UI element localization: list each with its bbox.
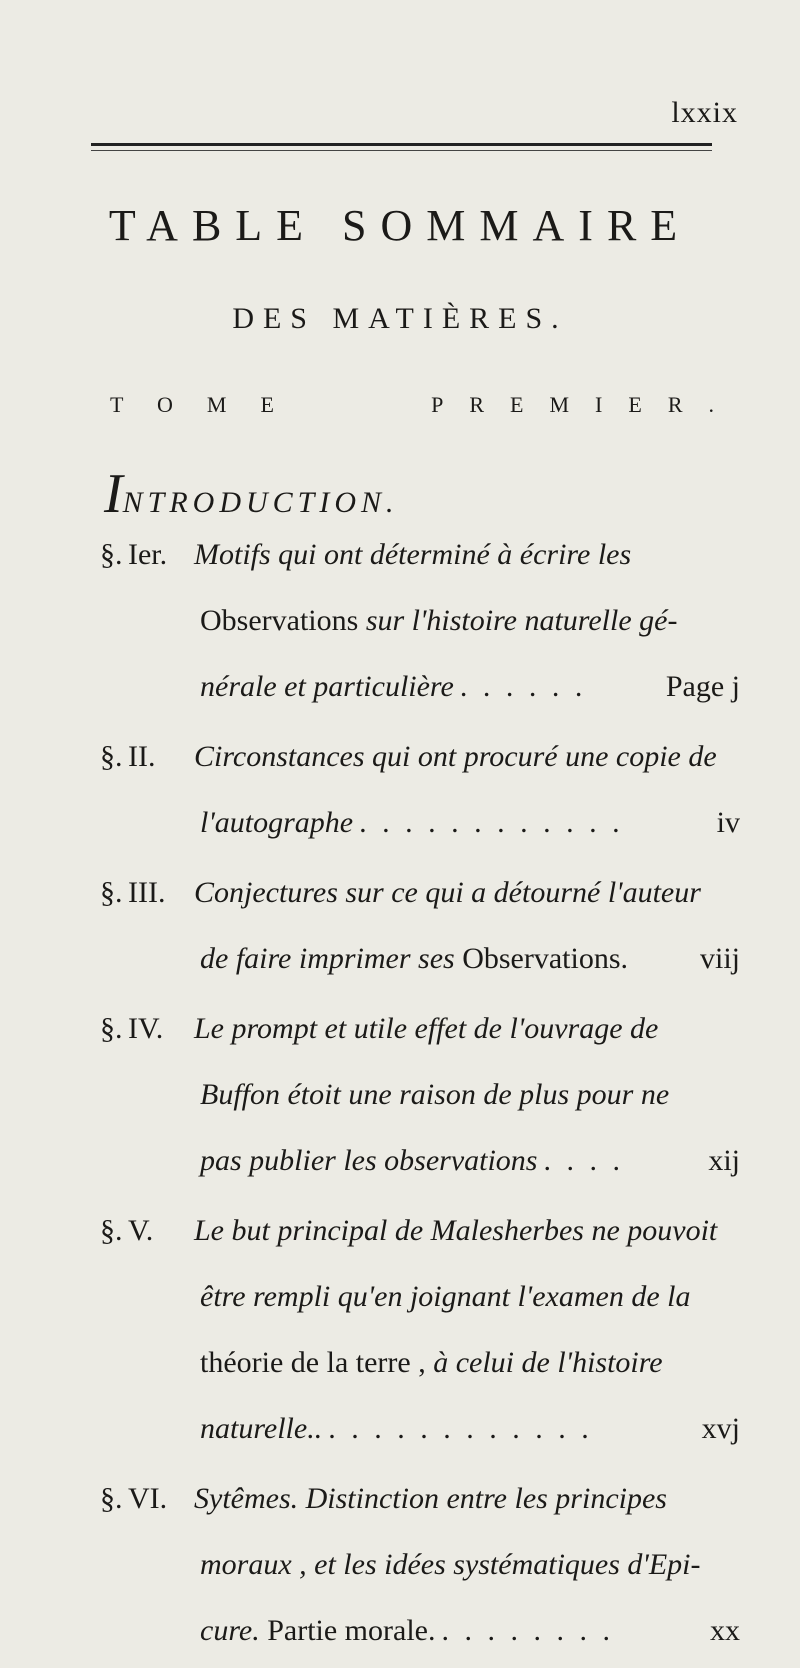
section-sign: §. bbox=[100, 740, 123, 773]
entry-line bbox=[100, 860, 740, 926]
entry-text-italic: Le prompt et utile effet de l'ouvrage de bbox=[194, 1012, 659, 1045]
contents-entry bbox=[100, 1198, 740, 1462]
entry-text-italic: moraux , et les idées systématiques d'Epi- bbox=[200, 1548, 701, 1581]
section-number: III. bbox=[128, 876, 166, 909]
section-sign: §. bbox=[100, 876, 123, 909]
entry-text-italic: de faire imprimer ses bbox=[200, 942, 463, 975]
entry-text-italic: sur l'histoire naturelle gé- bbox=[358, 604, 678, 637]
page-reference: xvj bbox=[701, 1412, 740, 1445]
page-reference: Page j bbox=[665, 670, 740, 703]
entry-line bbox=[100, 1062, 740, 1128]
entry-text-italic: l'autographe bbox=[200, 806, 354, 839]
section-sign: §. bbox=[100, 538, 123, 571]
heading-rest: NTRODUCTION. bbox=[122, 486, 399, 519]
page-reference: iv bbox=[716, 806, 740, 839]
entry-text-italic: naturelle.. bbox=[200, 1412, 323, 1445]
entry-text-italic: Motifs qui ont déterminé à écrire les bbox=[194, 538, 632, 571]
entry-line bbox=[100, 1330, 740, 1396]
entry-line bbox=[100, 1532, 740, 1598]
entry-line bbox=[100, 996, 740, 1062]
entry-line bbox=[100, 724, 740, 790]
page-number: lxxix bbox=[671, 96, 738, 129]
entry-line bbox=[100, 1264, 740, 1330]
page-reference: xij bbox=[708, 1144, 740, 1177]
contents-list bbox=[100, 522, 740, 1668]
entry-text-italic: Sytêmes. Distinction entre les principes bbox=[194, 1482, 667, 1515]
contents-entry bbox=[100, 860, 740, 992]
contents-entry bbox=[100, 1466, 740, 1664]
entry-line bbox=[100, 588, 740, 654]
contents-entry bbox=[100, 522, 740, 720]
section-sign: §. bbox=[100, 1012, 123, 1045]
entry-text-italic: Conjectures sur ce qui a détourné l'auteur bbox=[194, 876, 701, 909]
leader-dots: . . . . . . bbox=[459, 670, 587, 703]
entry-text-italic: Circonstances qui ont procuré une copie de bbox=[194, 740, 717, 773]
entry-line bbox=[100, 1198, 740, 1264]
volume-word: TOME bbox=[110, 392, 308, 417]
page-title: TABLE SOMMAIRE bbox=[108, 201, 692, 250]
entry-text-italic: nérale et particulière bbox=[200, 670, 454, 703]
section-number: IV. bbox=[128, 1012, 164, 1045]
entry-line bbox=[100, 1598, 740, 1664]
entry-line bbox=[100, 790, 740, 856]
drop-letter: I bbox=[104, 463, 123, 525]
leader-dots: . . . . . . . . bbox=[441, 1614, 614, 1647]
entry-text-italic: être rempli qu'en joignant l'examen de la bbox=[200, 1280, 691, 1313]
header-rule bbox=[91, 143, 712, 146]
entry-text-italic: Buffon étoit une raison de plus pour ne bbox=[200, 1078, 670, 1111]
entry-text-roman: théorie de la terre , bbox=[200, 1346, 434, 1379]
section-number: II. bbox=[128, 740, 156, 773]
leader-dots: . . . . bbox=[543, 1144, 624, 1177]
section-sign: §. bbox=[100, 1482, 123, 1515]
page-reference: viij bbox=[699, 942, 740, 975]
entry-line bbox=[100, 1466, 740, 1532]
entry-text-italic: pas publier les observations bbox=[200, 1144, 538, 1177]
section-number: Ier. bbox=[128, 538, 168, 571]
volume-heading bbox=[110, 392, 740, 418]
page-reference: xx bbox=[710, 1614, 740, 1647]
leader-dots: . . . . . . . . . . . . bbox=[328, 1412, 593, 1445]
entry-text-italic: Le but principal de Malesherbes ne pouvoit bbox=[194, 1214, 718, 1247]
entry-text-italic: à celui de l'histoire bbox=[433, 1346, 663, 1379]
page-subtitle: DES MATIÈRES. bbox=[232, 302, 568, 335]
entry-text-roman: Observations bbox=[200, 604, 359, 637]
entry-line bbox=[100, 1128, 740, 1194]
entry-line bbox=[100, 522, 740, 588]
contents-entry bbox=[100, 724, 740, 856]
header-rule-thin bbox=[91, 150, 712, 151]
entry-text-italic: cure. bbox=[200, 1614, 268, 1647]
leader-dots: . . . . . . . . . . . . bbox=[359, 806, 624, 839]
section-sign: §. bbox=[100, 1214, 123, 1247]
section-number: V. bbox=[128, 1214, 154, 1247]
entry-line bbox=[100, 926, 740, 992]
section-heading-introduction bbox=[104, 462, 399, 526]
contents-entry bbox=[100, 996, 740, 1194]
entry-line bbox=[100, 1396, 740, 1462]
volume-ordinal: PREMIER. bbox=[431, 392, 740, 417]
entry-text-roman: Partie morale. bbox=[267, 1614, 436, 1647]
section-number: VI. bbox=[128, 1482, 168, 1515]
entry-text-roman: Observations. bbox=[462, 942, 629, 975]
entry-line bbox=[100, 654, 740, 720]
